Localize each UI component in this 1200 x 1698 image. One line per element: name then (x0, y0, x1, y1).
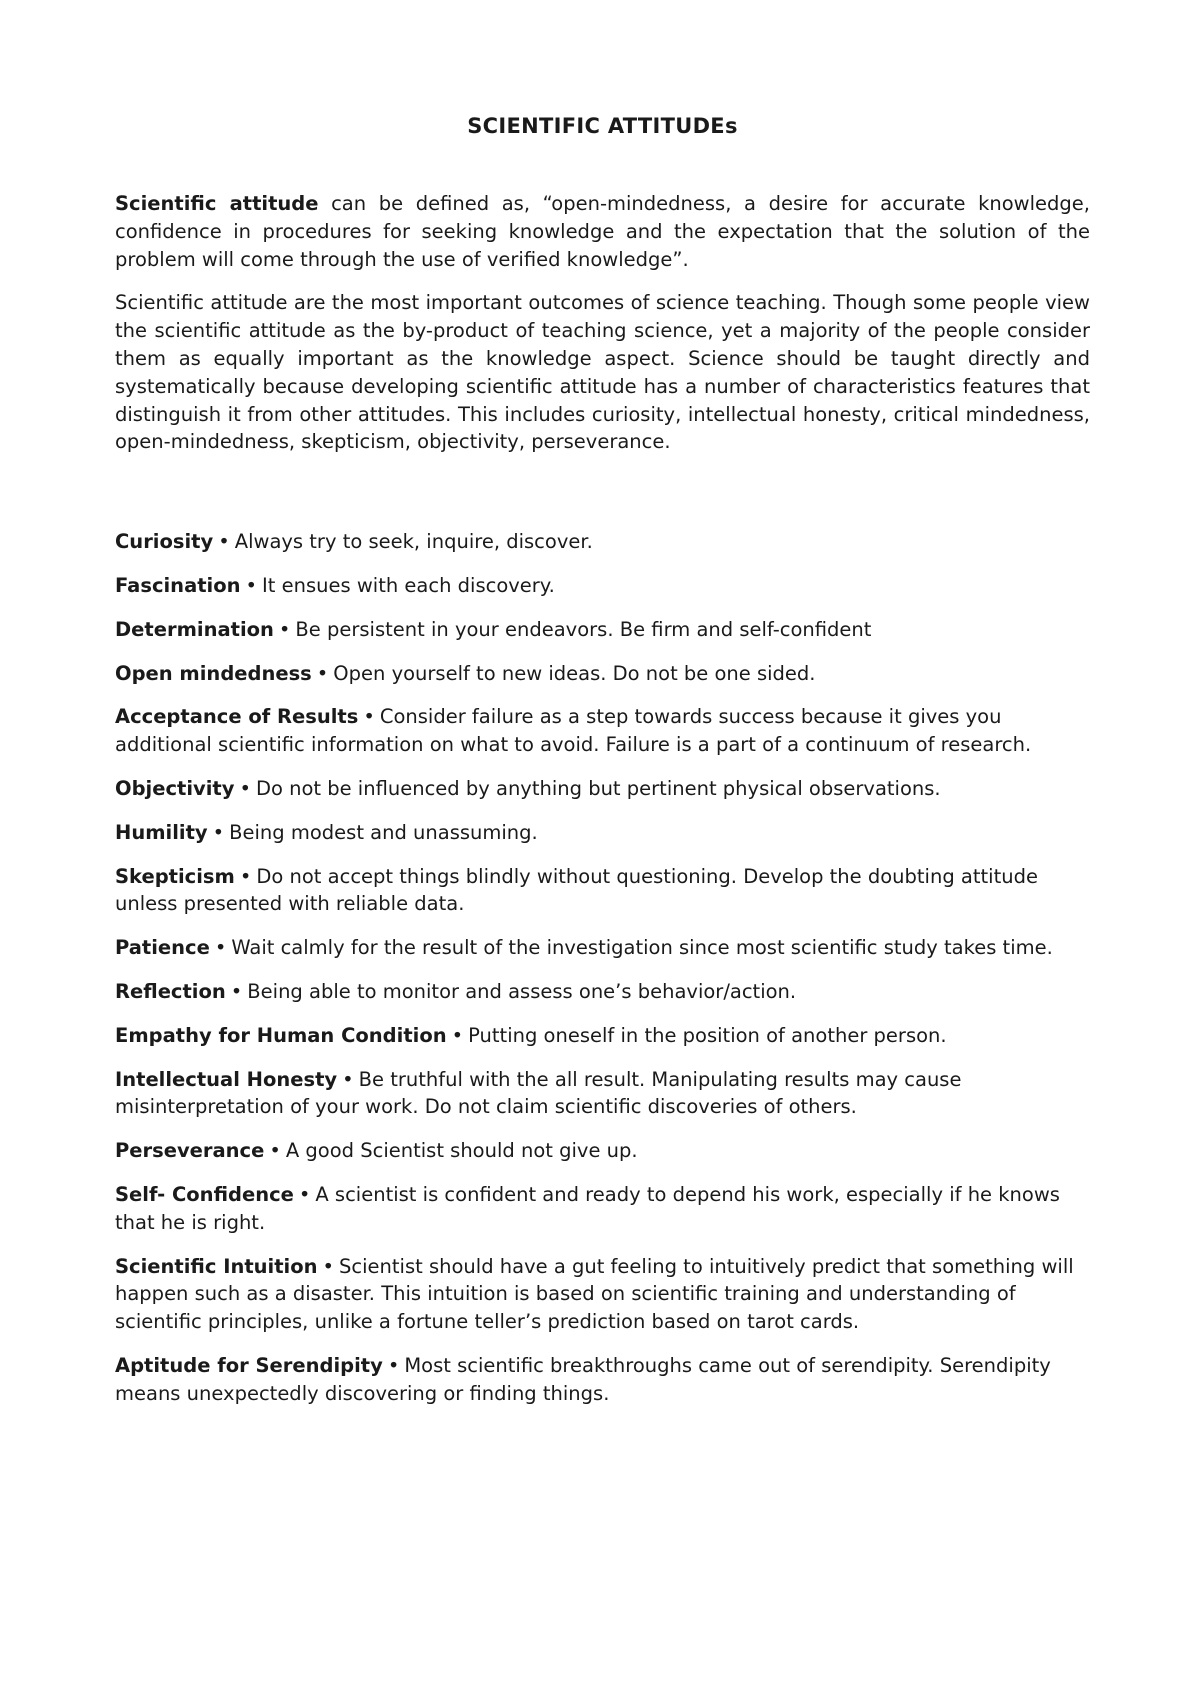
bullet-icon: • (214, 936, 227, 960)
attribute-item (115, 1066, 1090, 1122)
bullet-icon: • (451, 1023, 464, 1047)
attribute-description: It ensues with each discovery. (262, 573, 555, 597)
attribute-item (115, 863, 1090, 919)
attribute-term: Skepticism (115, 864, 235, 888)
bullet-icon: • (269, 1139, 281, 1163)
attribute-item (115, 1352, 1090, 1408)
definition-text: can be defined as, “open-mindedness, a desire for accurate knowledge, confidence in procedures for seeking knowledge and the expectation that the solution of the problem will come through the use of verified knowledge”. (115, 192, 1090, 271)
document-page (115, 112, 1090, 1424)
attribute-item (115, 1253, 1090, 1336)
definition-paragraph (115, 190, 1090, 273)
attribute-item (115, 528, 1090, 556)
attribute-term: Humility (115, 820, 208, 844)
attribute-description: Being able to monitor and assess one’s behavior/action. (247, 979, 797, 1003)
attribute-description: Do not accept things blindly without questioning. Develop the doubting attitude unless presented with reliable data. (115, 864, 1038, 916)
bullet-icon: • (245, 573, 258, 597)
attribute-description: Do not be influenced by anything but pertinent physical observations. (255, 776, 941, 800)
attribute-term: Empathy for Human Condition (115, 1023, 447, 1047)
bullet-icon: • (322, 1254, 335, 1278)
attribute-description: Being modest and unassuming. (229, 820, 538, 844)
attribute-term: Acceptance of Results (115, 705, 359, 729)
attribute-item (115, 660, 1090, 688)
attribute-term: Objectivity (115, 776, 235, 800)
attribute-item (115, 703, 1090, 759)
attribute-term: Patience (115, 936, 210, 960)
bullet-icon: • (342, 1067, 354, 1091)
attribute-description: Consider failure as a step towards success because it gives you additional scientific information on what to avoid. Failure is a part of a continuum of research. (115, 705, 1032, 757)
bullet-icon: • (212, 820, 225, 844)
attribute-description: Wait calmly for the result of the investigation since most scientific study takes time. (231, 936, 1053, 960)
definition-term: Scientific attitude (115, 192, 319, 215)
attribute-item (115, 1181, 1090, 1237)
attribute-item (115, 1137, 1090, 1165)
attribute-item (115, 978, 1090, 1006)
bullet-icon: • (298, 1182, 311, 1206)
attribute-item (115, 616, 1090, 644)
attribute-description: Most scientific breakthroughs came out of serendipity. Serendipity means unexpectedly discovering or finding things. (115, 1353, 1051, 1405)
attribute-description: Always try to seek, inquire, discover. (234, 530, 593, 554)
attribute-term: Fascination (115, 573, 241, 597)
bullet-icon: • (387, 1353, 400, 1377)
attribute-description: Putting oneself in the position of another person. (468, 1023, 947, 1047)
intro-paragraph: Scientific attitude are the most important outcomes of science teaching. Though some people view the scientific attitude as the by-product of teaching science, yet a majority of the people consider them as equally important as the knowledge aspect. Science should be taught directly and systematically because developing scientific attitude has a number of characteristics features that distinguish it from other attitudes. This includes curiosity, intellectual honesty, critical mindedness, open-mindedness, skepticism, objectivity, perseverance. (115, 291, 1090, 454)
attribute-item (115, 934, 1090, 962)
bullet-icon: • (363, 705, 375, 729)
bullet-icon: • (316, 661, 329, 685)
bullet-icon: • (239, 864, 252, 888)
attribute-item (115, 775, 1090, 803)
attribute-list (115, 528, 1090, 1407)
attribute-term: Intellectual Honesty (115, 1067, 338, 1091)
attribute-description: A good Scientist should not give up. (285, 1139, 638, 1163)
attribute-term: Curiosity (115, 530, 214, 554)
bullet-icon: • (218, 530, 230, 554)
document-title: SCIENTIFIC ATTITUDEs (467, 114, 738, 138)
attribute-description: Scientist should have a gut feeling to intuitively predict that something will happen such as a disaster. This intuition is based on scientific training and understanding of scientific principles, unlike a fortune teller’s prediction based on tarot cards. (115, 1254, 1074, 1334)
attribute-term: Reflection (115, 979, 226, 1003)
bullet-icon: • (239, 776, 251, 800)
attribute-description: Open yourself to new ideas. Do not be one sided. (333, 661, 816, 685)
attribute-item (115, 1022, 1090, 1050)
attribute-description: Be persistent in your endeavors. Be firm and self-confident (295, 617, 872, 641)
bullet-icon: • (278, 617, 291, 641)
section-spacer (115, 472, 1090, 528)
attribute-description: A scientist is confident and ready to depend his work, especially if he knows that he is right. (115, 1182, 1060, 1234)
attribute-term: Scientific Intuition (115, 1254, 318, 1278)
attribute-term: Aptitude for Serendipity (115, 1353, 383, 1377)
attribute-term: Determination (115, 617, 274, 641)
attribute-description: Be truthful with the all result. Manipulating results may cause misinterpretation of your work. Do not claim scientific discoveries of others. (115, 1067, 962, 1119)
attribute-term: Open mindedness (115, 661, 312, 685)
attribute-term: Self- Confidence (115, 1182, 294, 1206)
attribute-item (115, 572, 1090, 600)
attribute-term: Perseverance (115, 1139, 265, 1163)
attribute-item (115, 819, 1090, 847)
bullet-icon: • (230, 979, 243, 1003)
